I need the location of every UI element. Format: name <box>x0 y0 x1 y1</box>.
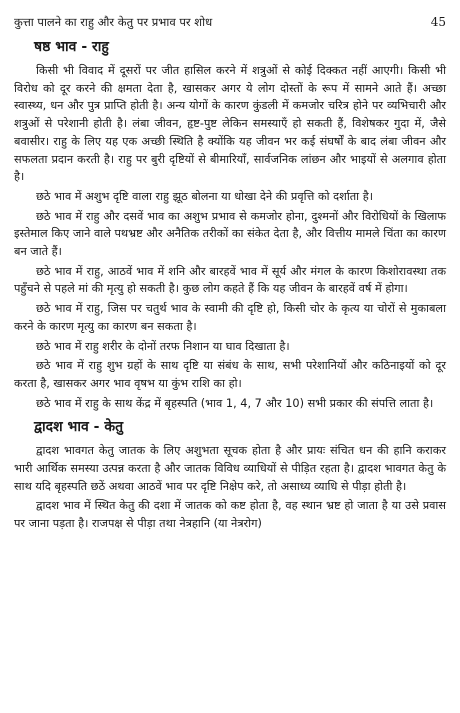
section-heading: षष्ठ भाव - राहु <box>34 39 109 55</box>
paragraph: छठे भाव में राहु शरीर के दोनों तरफ निशान या घाव दिखाता है। <box>36 339 290 353</box>
paragraph: द्वादश भावगत केतु जातक के लिए अशुभता सूचक होता है और प्रायः संचित धन की हानि कराकर भारी आर्थिक समस्या उत्पन्न करता है और जातक विविध व्याधियों से पीड़ित रहता है। द्वादश भावगत केतु के साथ यदि बृहस्पति छठें अथवा आठवें भाव पर दृष्टि निक्षेप करे, तो असाध्य व्याधि से पीड़ा होती है। <box>14 444 446 493</box>
paragraph: छठे भाव में राहु शुभ ग्रहों के साथ दृष्टि या संबंध के साथ, सभी परेशानियों और कठिनाइयों को दूर करता है, खासकर अगर भाव वृषभ या कुंभ राशि का हो। <box>14 359 446 390</box>
paragraph: छठे भाव में राहु और दसवें भाव का अशुभ प्रभाव से कमजोर होना, दुश्मनों और विरोधियों के खिलाफ इस्तेमाल किए जाने वाले पथभ्रष्ट और अनैतिक तरीकों का संकेत देता है, और वित्तीय मामले चिंता का कारण बन जाते हैं। <box>14 209 446 259</box>
paragraph: छठे भाव में राहु, आठवें भाव में शनि और बारहवें भाव में सूर्य और मंगल के कारण किशोरावस्था तक पहुँचने से पहले मां की मृत्यु हो सकती है। कुछ लोग कहते हैं कि यह जीवन के बारहवें वर्ष में होगा। <box>14 264 446 296</box>
page-number: 45 <box>430 15 446 29</box>
paragraph: छठे भाव में राहु, जिस पर चतुर्थ भाव के स्वामी की दृष्टि हो, किसी चोर के कृत्य या चोरों से मुकाबला करने के कारण मृत्यु का कारण बन सकता है। <box>14 302 446 333</box>
section-heading: द्वादश भाव - केतु <box>34 419 124 436</box>
section-twelfth-house-ketu <box>14 418 446 533</box>
paragraph: द्वादश भाव में स्थित केतु की दशा में जातक को कष्ट होता है, वह स्थान भ्रष्ट हो जाता है या उसे प्रवास पर जाना पड़ता है। राजपक्ष से पीड़ा तथा नेत्रहानि (या नेत्ररोग) <box>14 499 446 531</box>
section-sixth-house-rahu <box>14 38 446 412</box>
page-header <box>14 14 446 30</box>
paragraph: किसी भी विवाद में दूसरों पर जीत हासिल करने में शत्रुओं से कोई दिक्कत नहीं आएगी। किसी भी विरोध को दूर करने की क्षमता देता है, खासकर अगर ये लोग दोस्तों के रूप में सामने आते हैं। अच्छा स्वास्थ्य, धन और पुत्र प्राप्ति होती है। अन्य योगों के कारण कुंडली में कमजोर चरित्र होने पर व्यभिचारी और शत्रुओं से परेशानी होती है। लंबा जीवन, हृष्ट-पुष्ट लेकिन समस्याएँ हो सकती हैं, विशेषकर गुदा में, जैसे बवासीर। राहु के लिए यह एक अच्छी स्थिति है क्योंकि यह जीवन भर कई संघर्षों के बाद लंबा जीवन और सफलता प्रदान करती है। राहु पर बुरी दृष्टियों से बीमारियाँ, सार्वजनिक लांछन और भाइयों से अलगाव होता है। <box>14 64 446 184</box>
paragraph: छठे भाव में अशुभ दृष्टि वाला राहु झूठ बोलना या धोखा देने की प्रवृत्ति को दर्शाता है। <box>36 189 373 203</box>
running-title: कुत्ता पालने का राहु और केतु पर प्रभाव पर शोध <box>14 15 213 29</box>
paragraph: छठे भाव में राहु के साथ केंद्र में बृहस्पति (भाव 1, 4, 7 और 10) सभी प्रकार की संपत्ति लाता है। <box>36 396 434 410</box>
